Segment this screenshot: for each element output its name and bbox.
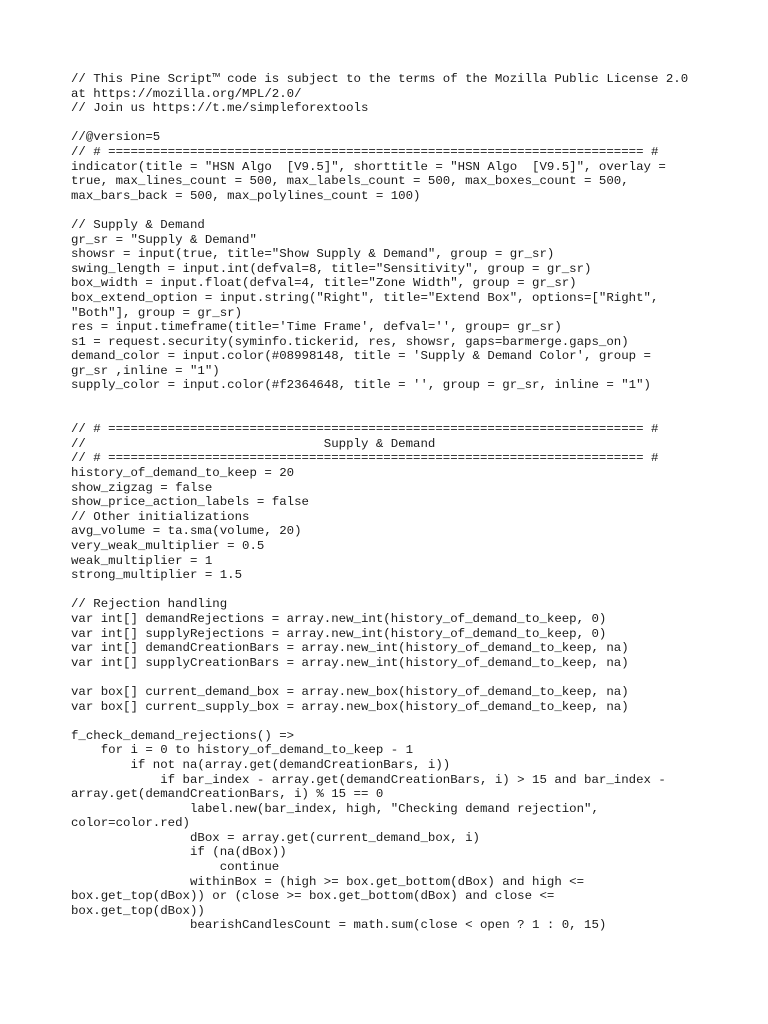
code-line: res = input.timeframe(title='Time Frame', defval='', group= gr_sr) [71,320,562,335]
code-line: // This Pine Script™ code is subject to the terms of the Mozilla Public License 2.0 [71,72,689,86]
code-line [71,583,711,598]
code-line: box.get_top(dBox)) or (close >= box.get_bottom(dBox) and close <= [71,889,555,904]
code-line [71,714,711,729]
code-line: box.get_top(dBox)) [71,903,205,918]
code-line: label.new(bar_index, high, "Checking demand rejection", [71,801,599,816]
code-block [71,72,711,933]
code-line: swing_length = input.int(defval=8, title="Sensitivity", group = gr_sr) [71,261,592,276]
code-line: bearishCandlesCount = math.sum(close < open ? 1 : 0, 15) [71,918,607,933]
code-line: gr_sr ,inline = "1") [71,363,220,378]
code-line [71,670,711,685]
code-line [71,408,711,423]
code-line: box_width = input.float(defval=4, title="Zone Width", group = gr_sr) [71,276,577,291]
code-line: var int[] demandCreationBars = array.new_int(history_of_demand_to_keep, na) [71,641,629,656]
code-line: var box[] current_supply_box = array.new_box(history_of_demand_to_keep, na) [71,699,629,714]
code-line: // Other initializations [71,509,250,524]
code-line: gr_sr = "Supply & Demand" [71,232,257,247]
code-line: strong_multiplier = 1.5 [71,568,243,583]
code-line: show_price_action_labels = false [71,495,309,510]
code-line: f_check_demand_rejections() => [71,728,295,743]
code-line: s1 = request.security(syminfo.tickerid, res, showsr, gaps=barmerge.gaps_on) [71,334,629,349]
code-line: very_weak_multiplier = 0.5 [71,539,265,553]
code-line: avg_volume = ta.sma(volume, 20) [71,524,302,539]
code-line: continue [71,860,280,875]
code-line: showsr = input(true, title="Show Supply & Demand", group = gr_sr) [71,247,555,262]
code-line: "Both"], group = gr_sr) [71,305,243,320]
code-line: dBox = array.get(current_demand_box, i) [71,830,480,845]
code-line: for i = 0 to history_of_demand_to_keep - 1 [71,743,414,758]
code-line [71,203,711,218]
code-line: // Join us https://t.me/simpleforextools [71,101,369,116]
code-line: show_zigzag = false [71,480,213,495]
code-line: //@version=5 [71,130,161,145]
code-line: max_bars_back = 500, max_polylines_count = 100) [71,188,421,203]
code-line: // # ======================================================================== # [71,422,659,437]
code-line: withinBox = (high >= box.get_bottom(dBox) and high <= [71,874,585,889]
code-line: history_of_demand_to_keep = 20 [71,466,295,481]
code-line: demand_color = input.color(#08998148, title = 'Supply & Demand Color', group = [71,349,651,364]
code-line: indicator(title = "HSN Algo [V9.5]", shorttitle = "HSN Algo [V9.5]", overlay = [71,159,666,174]
code-line: var int[] demandRejections = array.new_int(history_of_demand_to_keep, 0) [71,611,607,626]
code-line: var int[] supplyRejections = array.new_int(history_of_demand_to_keep, 0) [71,626,607,641]
code-line: var int[] supplyCreationBars = array.new_int(history_of_demand_to_keep, na) [71,655,629,670]
code-line: // # ======================================================================== # [71,144,659,159]
code-line: if bar_index - array.get(demandCreationBars, i) > 15 and bar_index - [71,772,666,787]
code-line: // Supply & Demand [71,436,436,451]
code-line: supply_color = input.color(#f2364648, title = '', group = gr_sr, inline = "1") [71,378,651,393]
code-line: var box[] current_demand_box = array.new_box(history_of_demand_to_keep, na) [71,684,629,699]
code-line: if not na(array.get(demandCreationBars, i)) [71,757,451,772]
code-line: // # ======================================================================== # [71,451,659,466]
code-line [71,116,711,131]
code-line: // Rejection handling [71,597,228,612]
code-line: at https://mozilla.org/MPL/2.0/ [71,86,302,101]
code-line [71,393,711,408]
code-line: array.get(demandCreationBars, i) % 15 == 0 [71,787,384,802]
code-line: weak_multiplier = 1 [71,553,213,568]
code-line: color=color.red) [71,816,190,831]
code-line: box_extend_option = input.string("Right", title="Extend Box", options=["Right", [71,290,659,305]
code-line: if (na(dBox)) [71,845,287,860]
code-line: // Supply & Demand [71,217,205,232]
code-line: true, max_lines_count = 500, max_labels_count = 500, max_boxes_count = 500, [71,174,629,189]
